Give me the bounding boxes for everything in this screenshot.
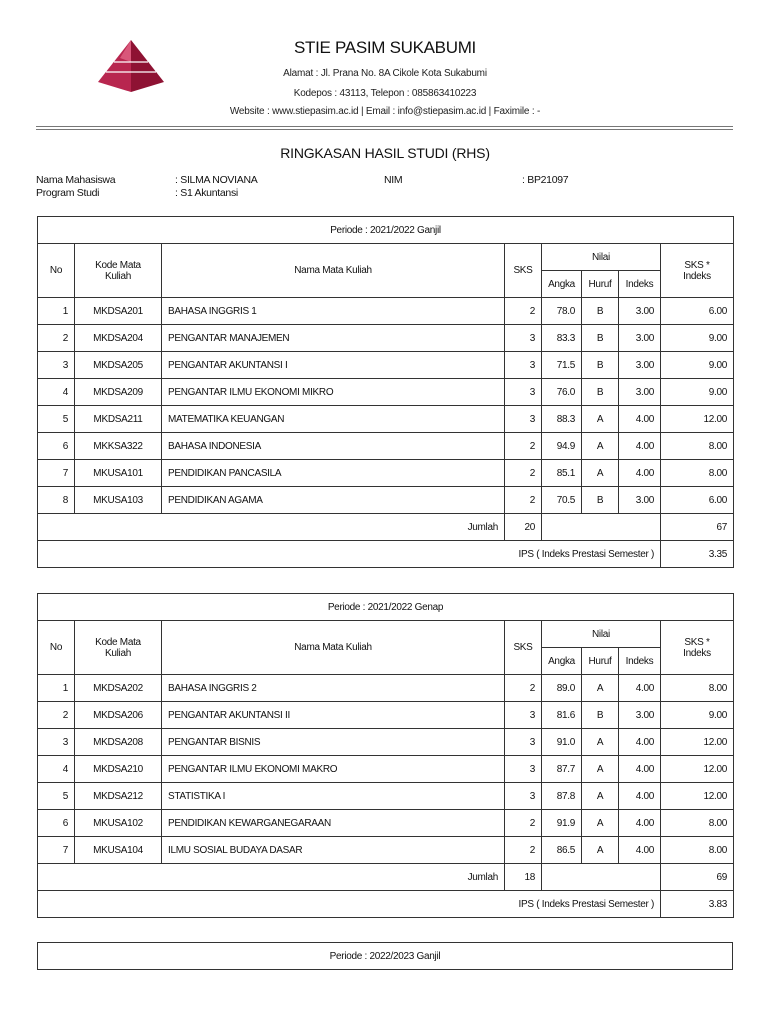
col-sks-indeks [661, 621, 734, 675]
period-header [38, 217, 734, 244]
cell-kode: MKDSA209 [75, 379, 162, 406]
table-row [38, 702, 734, 729]
cell-sks: 3 [505, 352, 542, 379]
cell-sks: 2 [505, 460, 542, 487]
document-title: RINGKASAN HASIL STUDI (RHS) [280, 145, 490, 161]
cell-sks: 2 [505, 675, 542, 702]
cell-sks: 2 [505, 433, 542, 460]
cell-kode: MKDSA205 [75, 352, 162, 379]
cell-kode: MKUSA104 [75, 837, 162, 864]
jumlah-empty [542, 514, 661, 541]
cell-kode: MKUSA101 [75, 460, 162, 487]
period-label: Periode : [329, 950, 367, 962]
cell-angka: 91.0 [542, 729, 582, 756]
cell-sks: 3 [505, 325, 542, 352]
cell-no: 3 [38, 352, 75, 379]
cell-nama: PENDIDIKAN KEWARGANEGARAAN [162, 810, 505, 837]
cell-no: 4 [38, 379, 75, 406]
period-table-2 [37, 593, 734, 918]
table-row [38, 487, 734, 514]
ips-value: 3.35 [661, 541, 734, 568]
cell-indeks: 4.00 [619, 783, 661, 810]
cell-sks-indeks: 8.00 [661, 433, 734, 460]
col-angka: Angka [542, 648, 582, 675]
student-name-label: Nama Mahasiswa [36, 174, 116, 186]
period-value: 2022/2023 Ganjil [369, 950, 441, 962]
cell-kode: MKDSA204 [75, 325, 162, 352]
program-value: : S1 Akuntansi [175, 187, 238, 199]
total-row [38, 514, 734, 541]
nim-label: NIM [384, 174, 403, 186]
table-row [38, 460, 734, 487]
cell-nama: ILMU SOSIAL BUDAYA DASAR [162, 837, 505, 864]
col-huruf: Huruf [582, 648, 619, 675]
jumlah-empty [542, 864, 661, 891]
col-angka: Angka [542, 271, 582, 298]
program-label: Program Studi [36, 187, 100, 199]
cell-sks-indeks: 8.00 [661, 460, 734, 487]
cell-indeks: 4.00 [619, 729, 661, 756]
cell-huruf: A [582, 729, 619, 756]
col-sks-indeks-line1: SKS * [684, 636, 710, 648]
cell-huruf: A [582, 783, 619, 810]
table-row [38, 352, 734, 379]
cell-indeks: 3.00 [619, 325, 661, 352]
ips-value: 3.83 [661, 891, 734, 918]
cell-kode: MKDSA208 [75, 729, 162, 756]
table-row [38, 837, 734, 864]
table-row [38, 783, 734, 810]
cell-huruf: B [582, 702, 619, 729]
cell-indeks: 4.00 [619, 675, 661, 702]
table-row [38, 675, 734, 702]
col-sks-indeks-line2: Indeks [683, 270, 711, 282]
cell-huruf: B [582, 487, 619, 514]
period-header [38, 594, 734, 621]
table-row [38, 810, 734, 837]
cell-indeks: 4.00 [619, 406, 661, 433]
col-nama: Nama Mata Kuliah [162, 244, 505, 298]
logo-pyramid-right [131, 40, 164, 92]
cell-angka: 86.5 [542, 837, 582, 864]
period-value: 2021/2022 Genap [367, 601, 444, 613]
col-sks: SKS [505, 244, 542, 298]
cell-kode: MKDSA202 [75, 675, 162, 702]
cell-sks-indeks: 9.00 [661, 702, 734, 729]
cell-angka: 83.3 [542, 325, 582, 352]
cell-nama: PENDIDIKAN PANCASILA [162, 460, 505, 487]
cell-sks: 3 [505, 729, 542, 756]
cell-no: 1 [38, 298, 75, 325]
cell-indeks: 3.00 [619, 487, 661, 514]
period-value: 2021/2022 Ganjil [370, 224, 441, 236]
cell-sks-indeks: 9.00 [661, 325, 734, 352]
cell-kode: MKDSA201 [75, 298, 162, 325]
cell-no: 5 [38, 783, 75, 810]
period-label: Periode : [330, 224, 368, 236]
cell-sks: 3 [505, 702, 542, 729]
cell-angka: 94.9 [542, 433, 582, 460]
cell-indeks: 4.00 [619, 756, 661, 783]
ips-row [38, 891, 734, 918]
cell-no: 5 [38, 406, 75, 433]
table-row [38, 433, 734, 460]
cell-sks-indeks: 6.00 [661, 298, 734, 325]
cell-indeks: 4.00 [619, 810, 661, 837]
cell-no: 6 [38, 433, 75, 460]
cell-huruf: B [582, 379, 619, 406]
cell-sks-indeks: 8.00 [661, 837, 734, 864]
header-divider-top [36, 126, 733, 127]
jumlah-label: Jumlah [38, 514, 505, 541]
table-row [38, 298, 734, 325]
cell-angka: 85.1 [542, 460, 582, 487]
cell-angka: 87.8 [542, 783, 582, 810]
cell-sks-indeks: 6.00 [661, 487, 734, 514]
cell-nama: PENDIDIKAN AGAMA [162, 487, 505, 514]
cell-huruf: A [582, 837, 619, 864]
cell-nama: PENGANTAR BISNIS [162, 729, 505, 756]
cell-sks: 2 [505, 810, 542, 837]
period-label: Periode : [327, 601, 366, 613]
cell-no: 6 [38, 810, 75, 837]
cell-nama: PENGANTAR ILMU EKONOMI MIKRO [162, 379, 505, 406]
jumlah-sks: 20 [505, 514, 542, 541]
ips-label: IPS ( Indeks Prestasi Semester ) [38, 541, 661, 568]
cell-kode: MKDSA212 [75, 783, 162, 810]
col-indeks: Indeks [619, 271, 661, 298]
cell-sks-indeks: 9.00 [661, 352, 734, 379]
student-name-value: : SILMA NOVIANA [175, 174, 258, 186]
cell-sks: 3 [505, 783, 542, 810]
cell-huruf: B [582, 298, 619, 325]
period-table-3 [37, 942, 733, 970]
cell-huruf: A [582, 433, 619, 460]
cell-no: 4 [38, 756, 75, 783]
cell-no: 2 [38, 325, 75, 352]
col-sks-indeks-line1: SKS * [684, 259, 710, 271]
cell-huruf: A [582, 810, 619, 837]
table-row [38, 379, 734, 406]
cell-indeks: 3.00 [619, 352, 661, 379]
institution-name: STIE PASIM SUKABUMI [294, 38, 476, 57]
col-kode: Kode Mata Kuliah [75, 244, 162, 298]
cell-angka: 88.3 [542, 406, 582, 433]
cell-nama: PENGANTAR ILMU EKONOMI MAKRO [162, 756, 505, 783]
cell-nama: MATEMATIKA KEUANGAN [162, 406, 505, 433]
logo-pyramid-left [98, 40, 131, 92]
cell-nama: STATISTIKA I [162, 783, 505, 810]
cell-sks-indeks: 8.00 [661, 810, 734, 837]
cell-angka: 71.5 [542, 352, 582, 379]
jumlah-sks: 18 [505, 864, 542, 891]
cell-huruf: B [582, 325, 619, 352]
cell-angka: 81.6 [542, 702, 582, 729]
cell-kode: MKKSA322 [75, 433, 162, 460]
cell-nama: BAHASA INGGRIS 1 [162, 298, 505, 325]
cell-indeks: 4.00 [619, 433, 661, 460]
cell-kode: MKUSA102 [75, 810, 162, 837]
col-sks: SKS [505, 621, 542, 675]
cell-indeks: 3.00 [619, 702, 661, 729]
cell-kode: MKDSA210 [75, 756, 162, 783]
cell-sks-indeks: 8.00 [661, 675, 734, 702]
cell-nama: BAHASA INDONESIA [162, 433, 505, 460]
col-nilai: Nilai [542, 244, 661, 271]
col-no: No [38, 244, 75, 298]
col-kode: Kode Mata Kuliah [75, 621, 162, 675]
col-no: No [38, 621, 75, 675]
period-header [38, 943, 733, 970]
cell-nama: PENGANTAR MANAJEMEN [162, 325, 505, 352]
institution-logo [94, 38, 168, 94]
cell-huruf: A [582, 460, 619, 487]
web-email-line: Website : www.stiepasim.ac.id | Email : info@stiepasim.ac.id | Faximile : - [229, 106, 541, 117]
cell-kode: MKDSA206 [75, 702, 162, 729]
col-sks-indeks-line2: Indeks [683, 647, 711, 659]
postal-phone-line: Kodepos : 43113, Telepon : 085863410223 [293, 88, 477, 99]
cell-angka: 70.5 [542, 487, 582, 514]
cell-no: 1 [38, 675, 75, 702]
cell-sks: 2 [505, 837, 542, 864]
ips-row [38, 541, 734, 568]
jumlah-indeks: 67 [661, 514, 734, 541]
jumlah-label: Jumlah [38, 864, 505, 891]
cell-huruf: B [582, 352, 619, 379]
cell-sks-indeks: 12.00 [661, 406, 734, 433]
cell-no: 3 [38, 729, 75, 756]
cell-angka: 91.9 [542, 810, 582, 837]
cell-no: 2 [38, 702, 75, 729]
cell-kode: MKUSA103 [75, 487, 162, 514]
cell-huruf: A [582, 675, 619, 702]
total-row [38, 864, 734, 891]
cell-sks-indeks: 12.00 [661, 783, 734, 810]
cell-huruf: A [582, 406, 619, 433]
cell-nama: BAHASA INGGRIS 2 [162, 675, 505, 702]
address-line: Alamat : Jl. Prana No. 8A Cikole Kota Sukabumi [283, 68, 487, 79]
cell-sks-indeks: 12.00 [661, 756, 734, 783]
table-row [38, 406, 734, 433]
jumlah-indeks: 69 [661, 864, 734, 891]
cell-indeks: 4.00 [619, 837, 661, 864]
cell-sks: 2 [505, 487, 542, 514]
cell-no: 7 [38, 460, 75, 487]
cell-no: 8 [38, 487, 75, 514]
header-divider-bottom [36, 129, 733, 130]
cell-no: 7 [38, 837, 75, 864]
cell-indeks: 4.00 [619, 460, 661, 487]
cell-sks: 3 [505, 379, 542, 406]
cell-sks: 2 [505, 298, 542, 325]
col-huruf: Huruf [582, 271, 619, 298]
col-indeks: Indeks [619, 648, 661, 675]
cell-nama: PENGANTAR AKUNTANSI I [162, 352, 505, 379]
cell-indeks: 3.00 [619, 298, 661, 325]
table-row [38, 729, 734, 756]
cell-sks: 3 [505, 756, 542, 783]
cell-angka: 78.0 [542, 298, 582, 325]
cell-sks-indeks: 12.00 [661, 729, 734, 756]
cell-nama: PENGANTAR AKUNTANSI II [162, 702, 505, 729]
period-table-1 [37, 216, 734, 568]
col-nilai: Nilai [542, 621, 661, 648]
nim-value: : BP21097 [522, 174, 569, 186]
col-nama: Nama Mata Kuliah [162, 621, 505, 675]
cell-angka: 76.0 [542, 379, 582, 406]
cell-sks-indeks: 9.00 [661, 379, 734, 406]
table-row [38, 756, 734, 783]
cell-huruf: A [582, 756, 619, 783]
cell-indeks: 3.00 [619, 379, 661, 406]
ips-label: IPS ( Indeks Prestasi Semester ) [38, 891, 661, 918]
cell-angka: 87.7 [542, 756, 582, 783]
cell-angka: 89.0 [542, 675, 582, 702]
col-sks-indeks [661, 244, 734, 298]
cell-kode: MKDSA211 [75, 406, 162, 433]
cell-sks: 3 [505, 406, 542, 433]
table-row [38, 325, 734, 352]
